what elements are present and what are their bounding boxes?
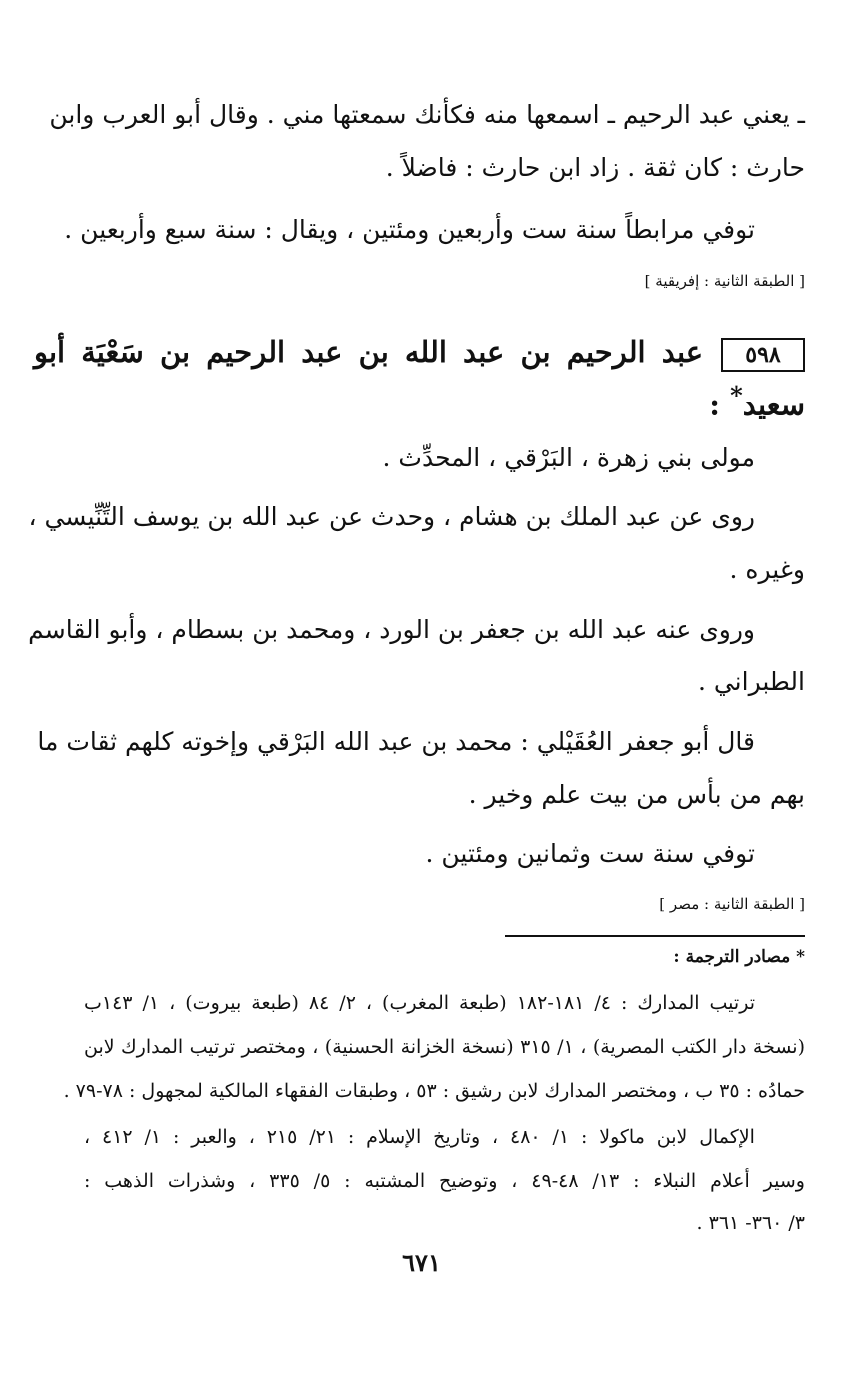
tabaqa-label-ifriqiya: [ الطبقة الثانية : إفريقية ] (644, 272, 805, 290)
entry-number-box: ٥٩٨ (721, 338, 805, 372)
tabaqa-label-misr: [ الطبقة الثانية : مصر ] (659, 895, 805, 913)
entry-title-colon: : (709, 387, 731, 422)
entry-students-line-1: وروى عنه عبد الله بن جعفر بن الورد ، ومحمد بن بسطام ، وأبو القاسم (28, 615, 755, 644)
entry-title-line-1: عبد الرحيم بن عبد الله بن عبد الرحيم بن سَعْيَة أبو (34, 335, 703, 369)
footnote-line-3: حمادُه : ٣٥ ب ، ومختصر المدارك لابن رشيق : ٥٣ ، وطبقات الفقهاء المالكية لمجهول : ٧٨-٧٩ . (63, 1080, 805, 1102)
entry-death-note: توفي سنة ست وثمانين ومئتين . (425, 839, 755, 868)
entry-title-name: سعيد (742, 387, 805, 422)
continuation-death-note: توفي مرابطاً سنة ست وأربعين ومئتين ، ويقال : سنة سبع وأربعين . (64, 215, 755, 244)
entry-narrated-line-1: روى عن عبد الملك بن هشام ، وحدث عن عبد الله بن يوسف التِّنِّيسي ، (28, 502, 755, 531)
continuation-line-2: حارث : كان ثقة . زاد ابن حارث : فاضلاً . (385, 153, 805, 182)
footnote-line-6: ٣/ ٣٦٠- ٣٦١ . (696, 1212, 805, 1234)
footnote-line-2: (نسخة دار الكتب المصرية) ، ١/ ٣١٥ (نسخة الخزانة الحسنية) ، ومختصر ترتيب المدارك لابن (84, 1036, 805, 1058)
continuation-line-1: ـ يعني عبد الرحيم ـ اسمعها منه فكأنك سمعتها مني . وقال أبو العرب وابن (49, 100, 805, 129)
footnote-marker: * (730, 381, 743, 410)
entry-students-line-2: الطبراني . (697, 667, 805, 696)
footnote-heading: * مصادر الترجمة : (673, 947, 805, 967)
footnote-line-5: وسير أعلام النبلاء : ١٣/ ٤٨-٤٩ ، وتوضيح المشتبه : ٥/ ٣٣٥ ، وشذرات الذهب : (84, 1170, 805, 1192)
entry-nisba: مولى بني زهرة ، البَرْقي ، المحدِّث . (382, 443, 755, 472)
entry-narrated-line-2: وغيره . (729, 555, 805, 584)
entry-uqayli-line-1: قال أبو جعفر العُقَيْلي : محمد بن عبد الله البَرْقي وإخوته كلهم ثقات ما (37, 727, 755, 756)
entry-uqayli-line-2: بهم من بأس من بيت علم وخير . (468, 780, 805, 809)
entry-title-line-2 (709, 374, 805, 427)
footnote-divider (505, 935, 805, 937)
footnote-line-4: الإكمال لابن ماكولا : ١/ ٤٨٠ ، وتاريخ الإسلام : ٢١/ ٢١٥ ، والعبر : ١/ ٤١٢ ، (84, 1126, 755, 1148)
page-number: ٦٧١ (402, 1248, 441, 1277)
footnote-line-1: ترتيب المدارك : ٤/ ١٨١-١٨٢ (طبعة المغرب) ، ٢/ ٨٤ (طبعة بيروت) ، ١/ ١٤٣ب (84, 992, 755, 1014)
